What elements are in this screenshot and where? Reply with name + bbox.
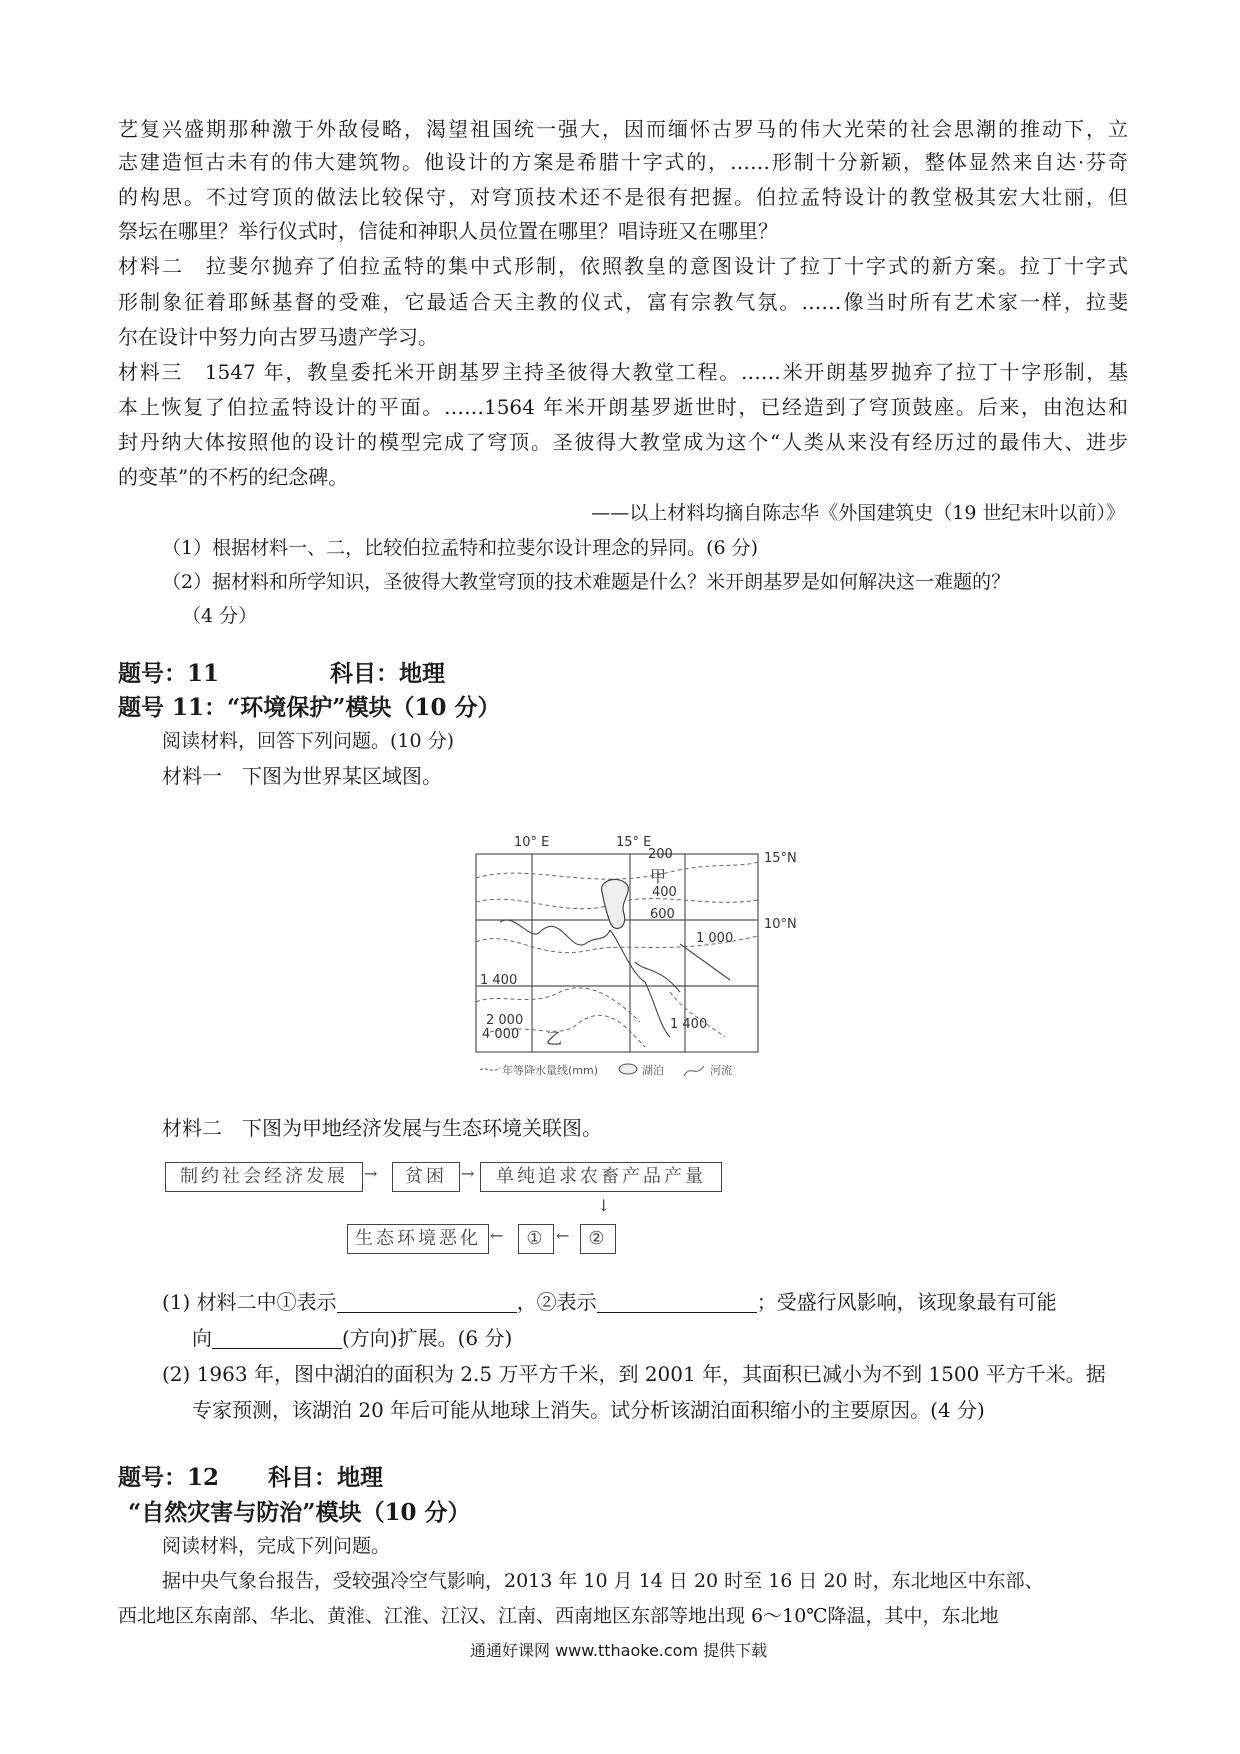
arrow-right-icon: →	[461, 1164, 475, 1183]
text-line: 的变革”的不朽的纪念碑。	[118, 465, 349, 489]
q11-question-1-line1	[162, 1286, 1057, 1315]
iso-label: 1 400	[480, 973, 518, 988]
flow-box-poverty: 贫困	[392, 1162, 460, 1192]
iso-label: 200	[648, 847, 673, 862]
answer-blank-1[interactable]	[337, 1292, 517, 1313]
iso-label: 2 000	[486, 1013, 524, 1028]
lat-label-15: 15°N	[764, 851, 797, 866]
flow-box-1: ①	[518, 1224, 554, 1254]
iso-label: 1 400	[670, 1017, 708, 1032]
q12-text-line: 西北地区东南部、华北、黄淮、江淮、江汉、江南、西南地区东部等地出现 6～10℃降温，其中，东北地	[118, 1605, 999, 1627]
q1-text-a: (1) 材料二中①表示	[162, 1290, 337, 1314]
history-question-2-score: （4 分）	[182, 605, 258, 627]
text-line: 材料三 1547 年，教皇委托米开朗基罗主持圣彼得大教堂工程。……米开朗基罗抛弃了拉丁十字形制，基	[118, 360, 1128, 384]
legend-river: 河流	[710, 1064, 732, 1077]
page-footer: 通通好课网 www.tthaoke.com 提供下载	[470, 1641, 768, 1660]
flow-box-pursue-output: 单纯追求农畜产品产量	[480, 1162, 722, 1192]
q11-question-2-line2: 专家预测，该湖泊 20 年后可能从地球上消失。试分析该湖泊面积缩小的主要原因。(4 分)	[192, 1398, 985, 1422]
material-1-caption: 材料一 下图为世界某区域图。	[162, 764, 442, 788]
place-jia: 甲	[650, 867, 667, 886]
q1-text-c: ；受盛行风影响，该现象最有可能	[756, 1290, 1057, 1314]
text-line: 本上恢复了伯拉孟特设计的平面。……1564 年米开朗基罗逝世时，已经造到了穹顶鼓座。后来，由泡达和	[118, 395, 1128, 419]
lon-label-15: 15° E	[616, 835, 652, 850]
flow-box-ecology-worsen: 生态环境恶化	[347, 1224, 489, 1254]
flow-box-2: ②	[580, 1224, 616, 1254]
place-yi: 乙	[546, 1029, 563, 1048]
q1-text-d: 向	[192, 1326, 212, 1350]
iso-label: 400	[652, 885, 677, 900]
arrow-right-icon: →	[364, 1164, 378, 1183]
text-line: 尔在设计中努力向古罗马遗产学习。	[118, 325, 438, 349]
flow-box-restrict-development: 制约社会经济发展	[165, 1162, 363, 1192]
legend-lake: 湖泊	[642, 1064, 664, 1077]
lon-label-10: 10° E	[514, 835, 550, 850]
instruction-text: 阅读材料，回答下列问题。(10 分)	[162, 730, 455, 752]
q11-question-2-line1: (2) 1963 年，图中湖泊的面积为 2.5 万平方千米，到 2001 年，其面积已减小为不到 1500 平方千米。据	[162, 1362, 1106, 1386]
answer-blank-3[interactable]	[212, 1328, 342, 1349]
q1-text-b: ，②表示	[516, 1290, 597, 1314]
source-citation: ——以上材料均摘自陈志华《外国建筑史（19 世纪末叶以前）》	[591, 502, 1125, 524]
material-2-caption: 材料二 下图为甲地经济发展与生态环境关联图。	[162, 1116, 602, 1140]
text-line: 的构思。不过穹顶的做法比较保守，对穹顶技术还不是很有把握。伯拉孟特设计的教堂极其宏大壮丽，但	[118, 185, 1128, 209]
history-question-2: （2）据材料和所学知识，圣彼得大教堂穹顶的技术难题是什么？米开朗基罗是如何解决这一难题的？	[162, 571, 1011, 593]
text-line: 封丹纳大体按照他的设计的模型完成了穹顶。圣彼得大教堂成为这个“人类从来没有经历过的最伟大、进步	[118, 430, 1128, 454]
lake-shape	[602, 879, 629, 928]
region-map	[470, 832, 800, 1082]
q12-text-line: 据中央气象台报告，受较强冷空气影响，2013 年 10 月 14 日 20 时至 16 日 20 时，东北地区中东部、	[162, 1570, 1044, 1592]
text-line: 艺复兴盛期那种激于外敌侵略，渴望祖国统一强大，因而缅怀古罗马的伟大光荣的社会思潮的推动下，立	[118, 117, 1128, 141]
arrow-left-icon: ←	[490, 1226, 504, 1245]
subject-label-12: 科目：地理	[268, 1464, 383, 1491]
q1-text-e: (方向)扩展。(6 分)	[342, 1326, 513, 1350]
arrow-left-icon: ←	[556, 1226, 570, 1245]
arrow-down-icon: ↓	[597, 1196, 611, 1215]
lat-label-10: 10°N	[764, 917, 797, 932]
iso-label: 4 000	[482, 1027, 520, 1042]
text-line: 材料二 拉斐尔抛弃了伯拉孟特的集中式形制，依照教皇的意图设计了拉丁十字式的新方案。拉丁十字式	[118, 254, 1128, 278]
text-line: 志建造恒古未有的伟大建筑物。他设计的方案是希腊十字式的，……形制十分新颖，整体显然来自达·芬奇	[118, 150, 1128, 174]
answer-blank-2[interactable]	[597, 1292, 757, 1313]
instruction-text: 阅读材料，完成下列问题。	[162, 1535, 391, 1557]
text-line: 祭坛在哪里？举行仪式时，信徒和神职人员位置在哪里？唱诗班又在哪里？	[118, 219, 778, 243]
iso-label: 1 000	[696, 931, 734, 946]
legend-isohyet: 年等降水量线(mm)	[502, 1064, 599, 1077]
q11-question-1-line2	[192, 1322, 512, 1351]
iso-label: 600	[650, 907, 675, 922]
history-question-1: （1）根据材料一、二，比较伯拉孟特和拉斐尔设计理念的异同。(6 分)	[162, 537, 759, 559]
module-title-12: “自然灾害与防治”模块（10 分）	[128, 1499, 471, 1526]
module-title-11: 题号 11：“环境保护”模块（10 分）	[118, 694, 501, 721]
text-line: 形制象征着耶稣基督的受难，它最适合天主教的仪式，富有宗教气氛。……像当时所有艺术家一样，拉斐	[118, 290, 1128, 314]
subject-label-11: 科目：地理	[330, 660, 445, 687]
question-number-11: 题号：11	[118, 660, 220, 687]
question-number-12: 题号：12	[118, 1464, 220, 1491]
